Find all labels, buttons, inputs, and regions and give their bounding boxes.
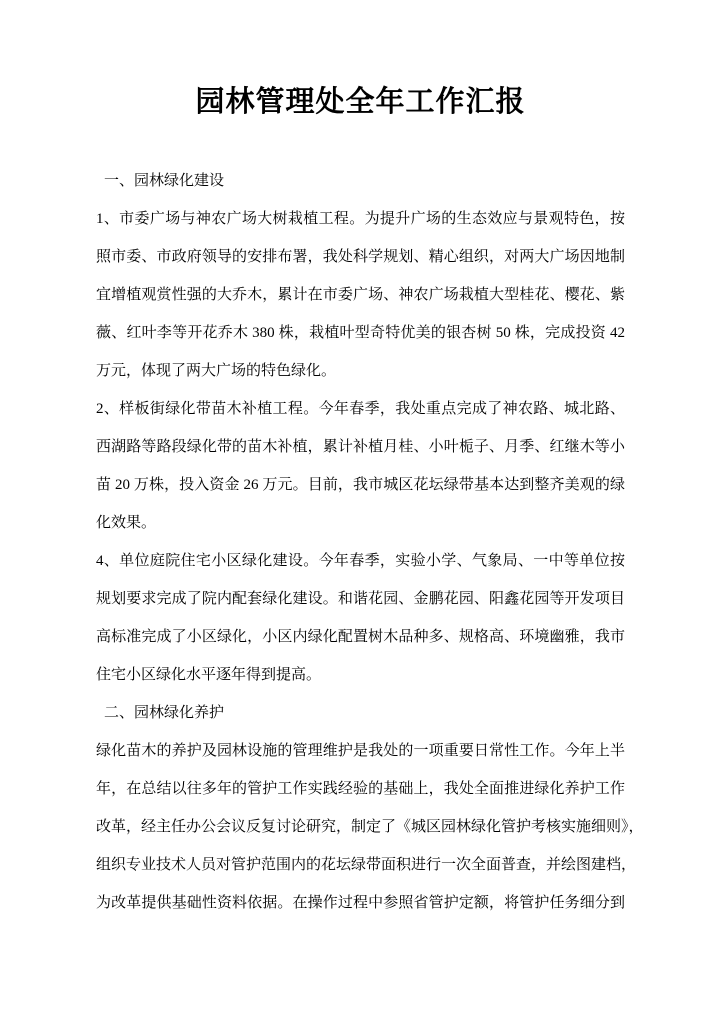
paragraph-line: 改革，经主任办公会议反复讨论研究，制定了《城区园林绿化管护考核实施细则》， bbox=[96, 819, 644, 835]
paragraph-line: 为改革提供基础性资料依据。在操作过程中参照省管护定额，将管护任务细分到 bbox=[96, 895, 625, 911]
section-heading: 一、园林绿化建设 bbox=[104, 173, 225, 189]
paragraph-line: 年，在总结以往多年的管护工作实践经验的基础上，我处全面推进绿化养护工作 bbox=[96, 781, 625, 797]
paragraph-line: 住宅小区绿化水平逐年得到提高。 bbox=[96, 667, 322, 683]
paragraph-line: 宜增植观赏性强的大乔木，累计在市委广场、神农广场栽植大型桂花、樱花、紫 bbox=[96, 287, 625, 303]
paragraph-line: 薇、红叶李等开花乔木 380 株，栽植叶型奇特优美的银杏树 50 株，完成投资 42 bbox=[96, 325, 625, 341]
paragraph-line: 2、样板街绿化带苗木补植工程。今年春季，我处重点完成了神农路、城北路、 bbox=[96, 401, 625, 417]
paragraph-line: 照市委、市政府领导的安排布署，我处科学规划、精心组织，对两大广场因地制 bbox=[96, 249, 625, 265]
paragraph-line: 组织专业技术人员对管护范围内的花坛绿带面积进行一次全面普查，并绘图建档， bbox=[96, 857, 637, 873]
document-title: 园林管理处全年工作汇报 bbox=[195, 86, 526, 118]
paragraph-line: 苗 20 万株，投入资金 26 万元。目前，我市城区花坛绿带基本达到整齐美观的绿 bbox=[96, 477, 625, 493]
paragraph-line: 规划要求完成了院内配套绿化建设。和谐花园、金鹏花园、阳鑫花园等开发项目 bbox=[96, 591, 625, 607]
paragraph-line: 万元，体现了两大广场的特色绿化。 bbox=[96, 363, 337, 379]
section-heading: 二、园林绿化养护 bbox=[104, 705, 225, 721]
paragraph-line: 西湖路等路段绿化带的苗木补植，累计补植月桂、小叶栀子、月季、红继木等小 bbox=[96, 439, 625, 455]
paragraph-line: 4、单位庭院住宅小区绿化建设。今年春季，实验小学、气象局、一中等单位按 bbox=[96, 553, 625, 569]
paragraph-line: 高标准完成了小区绿化，小区内绿化配置树木品种多、规格高、环境幽雅，我市 bbox=[96, 629, 625, 645]
paragraph-line: 化效果。 bbox=[96, 515, 157, 531]
paragraph-line: 绿化苗木的养护及园林设施的管理维护是我处的一项重要日常性工作。今年上半 bbox=[96, 743, 625, 759]
paragraph-line: 1、市委广场与神农广场大树栽植工程。为提升广场的生态效应与景观特色，按 bbox=[96, 211, 625, 227]
document-body bbox=[96, 162, 644, 922]
